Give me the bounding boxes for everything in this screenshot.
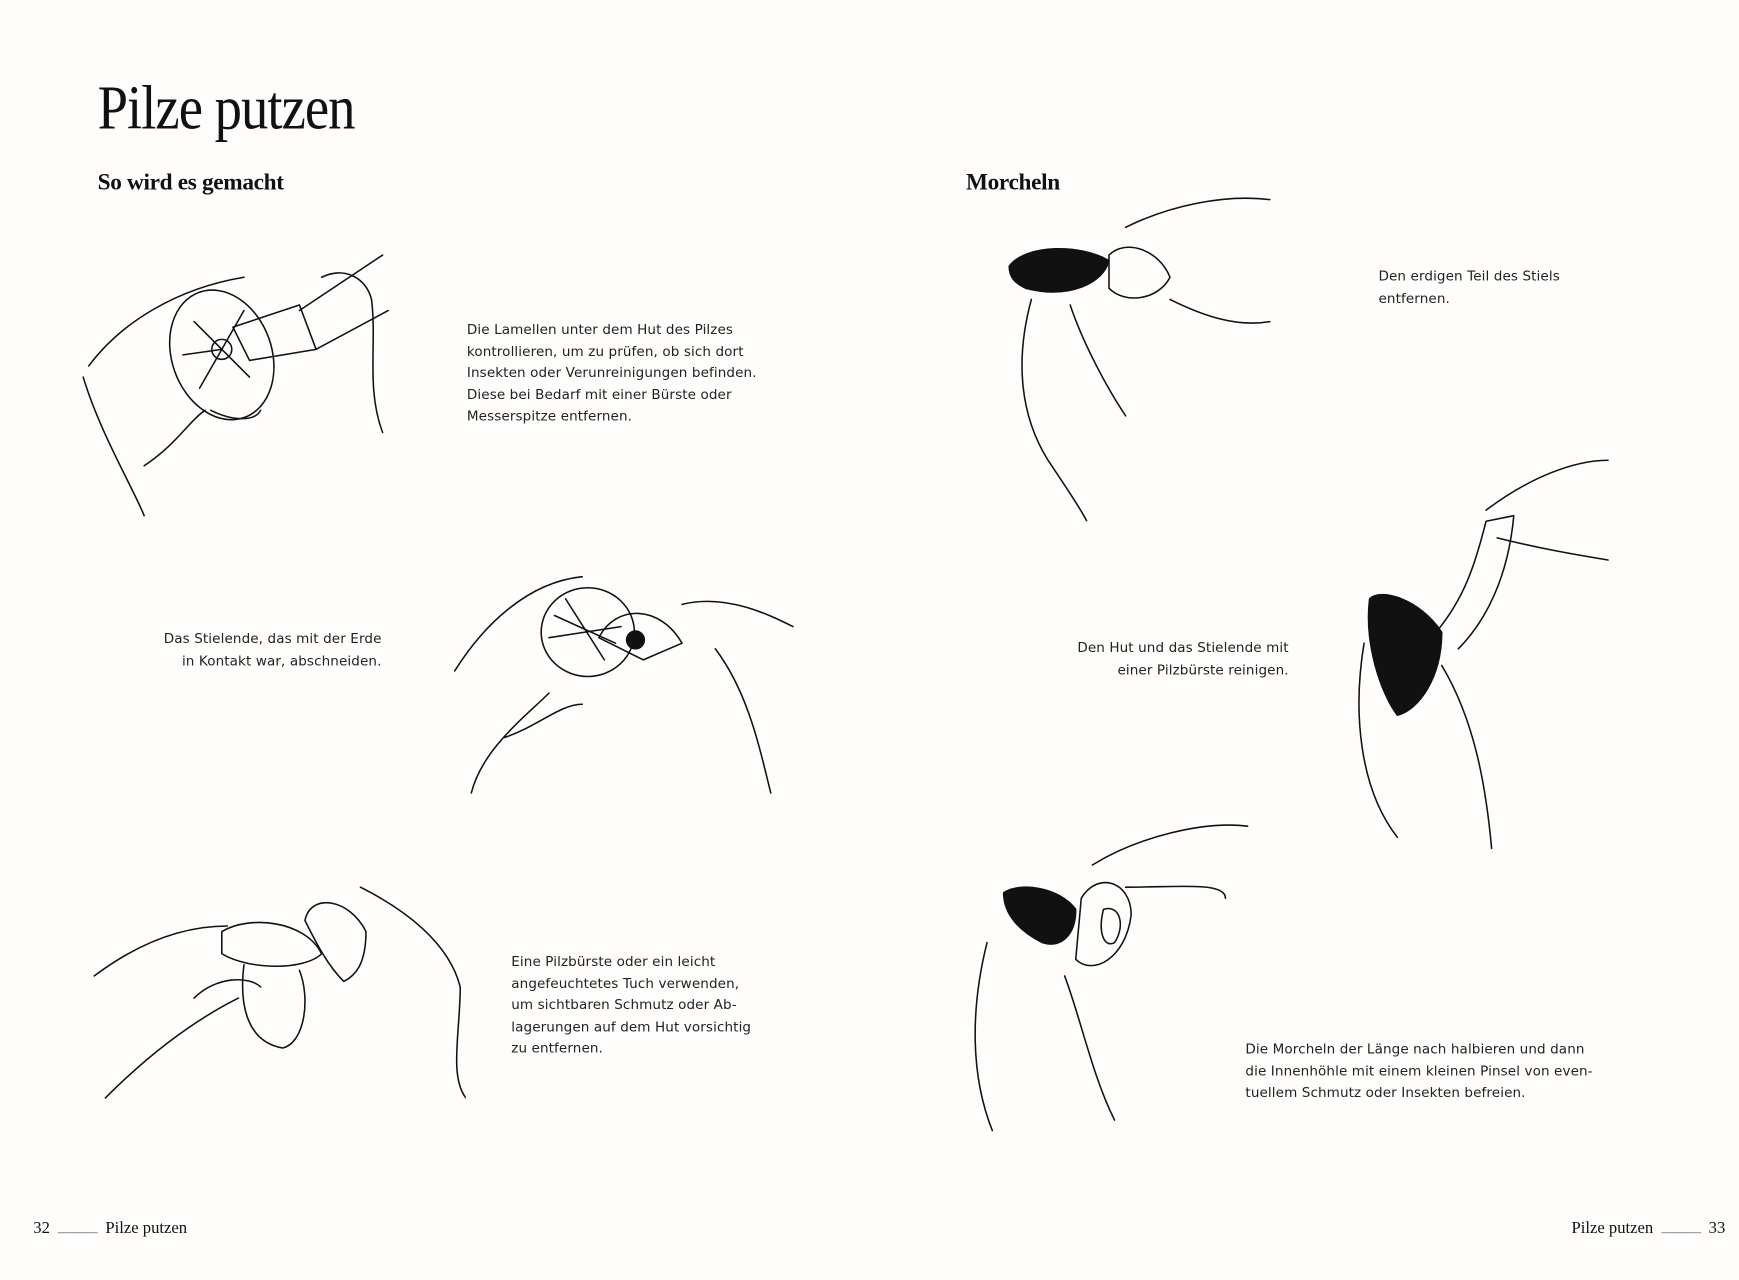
step-text-3: Eine Pilzbürste oder ein leicht angefeuchtetes Tuch verwenden, um sichtbaren Schmutz oder Ab- lagerungen auf dem Hut vorsichtig zu entfernen. xyxy=(511,953,752,1056)
morel-step-text-3: Die Morcheln der Länge nach halbieren und dann die Innenhöhle mit einem kleinen Pinsel von even- tuellem Schmutz oder Insekten befreien. xyxy=(1245,1041,1593,1101)
running-title: Pilze putzen xyxy=(105,1219,188,1238)
section-heading-so-wird-es-gemacht: So wird es gemacht xyxy=(97,168,284,196)
step-text-1: Die Lamellen unter dem Hut des Pilzes kontrollieren, um zu prüfen, ob sich dort Insekten oder Verunreinigungen befinden. Diese bei Bedarf mit einer Bürste oder Messerspitze entfernen. xyxy=(466,321,757,424)
running-title: Pilze putzen xyxy=(1571,1219,1654,1238)
morel-step-text-1: Den erdigen Teil des Stiels entfernen. xyxy=(1378,268,1560,306)
illustration-morel-stem-removal xyxy=(1004,194,1276,521)
page-number: 32 xyxy=(33,1219,50,1238)
illustration-brushing-gills xyxy=(67,244,400,521)
morel-step-text-2: Den Hut und das Stielende mit einer Pilzbürste reinigen. xyxy=(1077,639,1289,678)
page-title: Pilze putzen xyxy=(97,74,355,144)
footer-rule xyxy=(58,1232,98,1233)
section-heading-morcheln: Morcheln xyxy=(965,168,1060,196)
footer-rule xyxy=(1661,1232,1701,1233)
step-text-2: Das Stielende, das mit der Erde in Kontakt war, abschneiden. xyxy=(163,631,382,669)
footer-left xyxy=(33,1220,187,1239)
illustration-morel-brushing xyxy=(1353,455,1614,854)
illustration-cutting-stem xyxy=(438,560,798,798)
illustration-morel-halving xyxy=(970,821,1253,1132)
footer-right xyxy=(1571,1220,1725,1239)
page-number: 33 xyxy=(1708,1219,1726,1238)
illustration-brushing-cap xyxy=(83,876,466,1103)
